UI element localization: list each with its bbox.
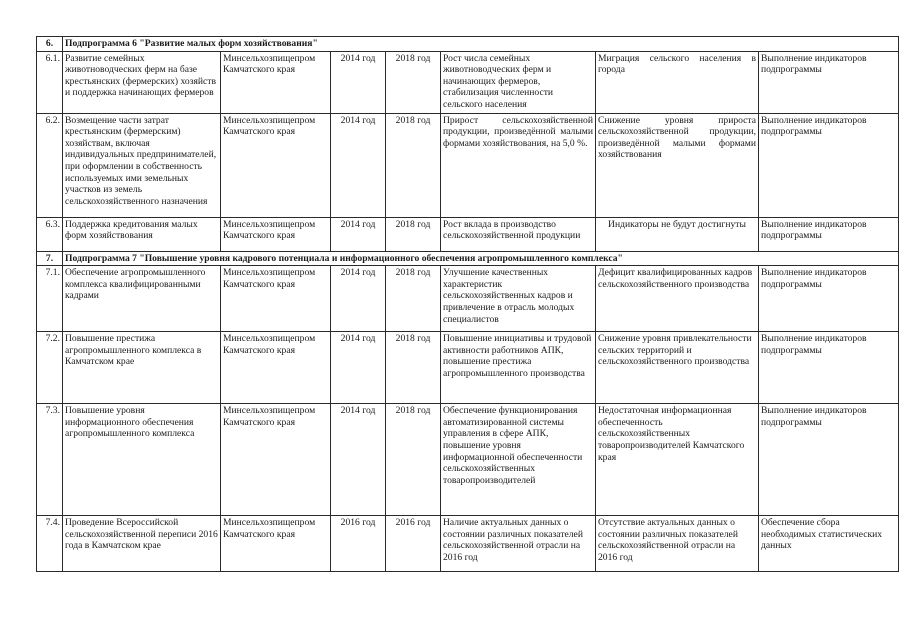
row-number: 6.1. bbox=[37, 51, 63, 113]
row-number: 6.2. bbox=[37, 113, 63, 217]
indicator-link: Выполнение индикаторов подпрограммы bbox=[759, 266, 899, 332]
measure-name: Возмещение части затрат крестьянским (фермерским) хозяйствам, включая индивидуальных предпринимателей, при оформлении в собственность используемых ими земельных участков из земель сельскохозяйственного назначения bbox=[63, 113, 221, 217]
non-implementation-consequence: Дефицит квалифицированных кадров сельскохозяйственного производства bbox=[596, 266, 759, 332]
start-year: 2014 год bbox=[331, 404, 386, 516]
row-number: 6.3. bbox=[37, 217, 63, 251]
expected-result: Наличие актуальных данных о состоянии различных показателей сельскохозяйственной отрасли на 2016 год bbox=[441, 516, 596, 572]
measure-name: Проведение Всероссийской сельскохозяйственной переписи 2016 года в Камчатском крае bbox=[63, 516, 221, 572]
expected-result: Рост вклада в производство сельскохозяйственной продукции bbox=[441, 217, 596, 251]
non-implementation-consequence: Отсутствие актуальных данных о состоянии различных показателей сельскохозяйственной отрасли на 2016 год bbox=[596, 516, 759, 572]
measure-name: Повышение уровня информационного обеспечения агропромышленного комплекса bbox=[63, 404, 221, 516]
end-year: 2018 год bbox=[386, 217, 441, 251]
indicator-link: Выполнение индикаторов подпрограммы bbox=[759, 51, 899, 113]
program-measures-table bbox=[36, 36, 899, 572]
start-year: 2014 год bbox=[331, 217, 386, 251]
indicator-link: Выполнение индикаторов подпрограммы bbox=[759, 217, 899, 251]
start-year: 2014 год bbox=[331, 266, 386, 332]
start-year: 2014 год bbox=[331, 113, 386, 217]
end-year: 2018 год bbox=[386, 51, 441, 113]
executor: Минсельхозпищепром Камчатского края bbox=[221, 51, 331, 113]
measure-name: Поддержка кредитования малых форм хозяйствования bbox=[63, 217, 221, 251]
table-row bbox=[37, 266, 899, 332]
start-year: 2014 год bbox=[331, 332, 386, 404]
end-year: 2016 год bbox=[386, 516, 441, 572]
non-implementation-consequence: Снижение уровня привлекательности сельских территорий и сельскохозяйственного производства bbox=[596, 332, 759, 404]
executor: Минсельхозпищепром Камчатского края bbox=[221, 217, 331, 251]
document-page bbox=[36, 36, 898, 572]
non-implementation-consequence: Недостаточная информационная обеспеченность сельскохозяйственных товаропроизводителей Камчатского края bbox=[596, 404, 759, 516]
executor: Минсельхозпищепром Камчатского края bbox=[221, 266, 331, 332]
expected-result: Прирост сельскохозяйственной продукции, произведённой малыми формами хозяйствования, на 5,0 %. bbox=[441, 113, 596, 217]
section-title: Подпрограмма 6 "Развитие малых форм хозяйствования" bbox=[63, 37, 899, 52]
end-year: 2018 год bbox=[386, 332, 441, 404]
table-row bbox=[37, 404, 899, 516]
section-header-7 bbox=[37, 251, 899, 266]
start-year: 2014 год bbox=[331, 51, 386, 113]
indicator-link: Выполнение индикаторов подпрограммы bbox=[759, 332, 899, 404]
section-number: 7. bbox=[37, 251, 63, 266]
executor: Минсельхозпищепром Камчатского края bbox=[221, 332, 331, 404]
non-implementation-consequence: Миграция сельского населения в города bbox=[596, 51, 759, 113]
row-number: 7.2. bbox=[37, 332, 63, 404]
table-row bbox=[37, 113, 899, 217]
row-number: 7.1. bbox=[37, 266, 63, 332]
row-number: 7.4. bbox=[37, 516, 63, 572]
section-title: Подпрограмма 7 "Повышение уровня кадрового потенциала и информационного обеспечения агропромышленного комплекса" bbox=[63, 251, 899, 266]
measure-name: Повышение престижа агропромышленного комплекса в Камчатском крае bbox=[63, 332, 221, 404]
end-year: 2018 год bbox=[386, 113, 441, 217]
executor: Минсельхозпищепром Камчатского края bbox=[221, 113, 331, 217]
indicator-link: Выполнение индикаторов подпрограммы bbox=[759, 113, 899, 217]
start-year: 2016 год bbox=[331, 516, 386, 572]
table-row bbox=[37, 516, 899, 572]
row-number: 7.3. bbox=[37, 404, 63, 516]
non-implementation-consequence: Индикаторы не будут достигнуты bbox=[596, 217, 759, 251]
table-row bbox=[37, 51, 899, 113]
section-number: 6. bbox=[37, 37, 63, 52]
executor: Минсельхозпищепром Камчатского края bbox=[221, 404, 331, 516]
indicator-link: Выполнение индикаторов подпрограммы bbox=[759, 404, 899, 516]
table-row bbox=[37, 332, 899, 404]
end-year: 2018 год bbox=[386, 266, 441, 332]
section-header-6 bbox=[37, 37, 899, 52]
executor: Минсельхозпищепром Камчатского края bbox=[221, 516, 331, 572]
expected-result: Обеспечение функционирования автоматизированной системы управления в сфере АПК, повышение уровня информационной обеспеченности сельскохозяйственных товаропроизводителей bbox=[441, 404, 596, 516]
expected-result: Повышение инициативы и трудовой активности работников АПК, повышение престижа агропромышленного производства bbox=[441, 332, 596, 404]
expected-result: Рост числа семейных животноводческих ферм и начинающих фермеров, стабилизация численности сельского населения bbox=[441, 51, 596, 113]
indicator-link: Обеспечение сбора необходимых статистических данных bbox=[759, 516, 899, 572]
end-year: 2018 год bbox=[386, 404, 441, 516]
table-row bbox=[37, 217, 899, 251]
expected-result: Улучшение качественных характеристик сельскохозяйственных кадров и привлечение в отрасль молодых специалистов bbox=[441, 266, 596, 332]
measure-name: Обеспечение агропромышленного комплекса квалифицированными кадрами bbox=[63, 266, 221, 332]
non-implementation-consequence: Снижение уровня прироста сельскохозяйственной продукции, произведённой малыми формами хозяйствования bbox=[596, 113, 759, 217]
measure-name: Развитие семейных животноводческих ферм на базе крестьянских (фермерских) хозяйств и поддержка начинающих фермеров bbox=[63, 51, 221, 113]
